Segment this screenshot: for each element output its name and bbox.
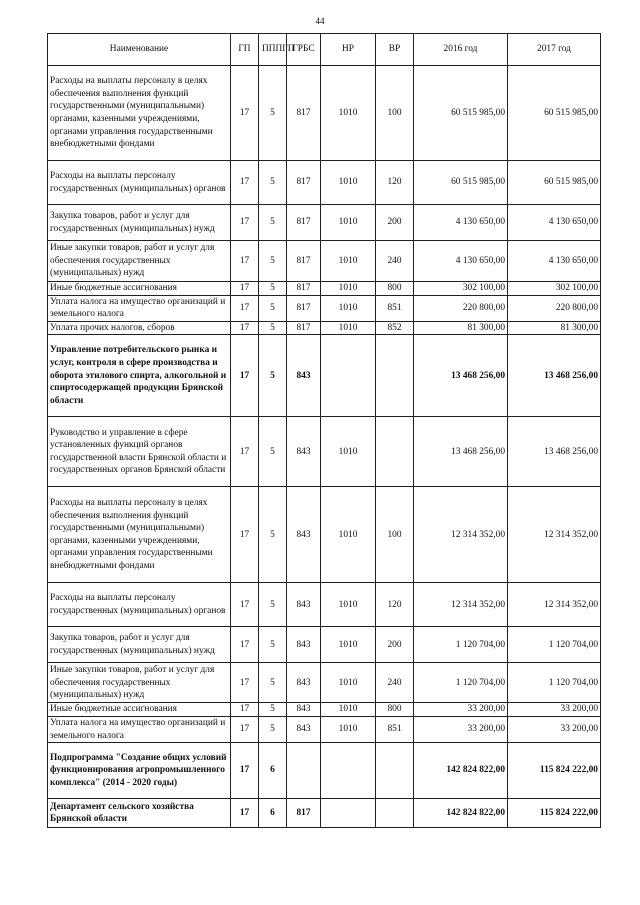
header-vr: ВР: [376, 34, 414, 66]
cell-vr: 851: [376, 716, 414, 742]
header-gp: ГП: [231, 34, 259, 66]
table-row: [48, 241, 601, 282]
cell-nr: [321, 799, 376, 828]
cell-grbs: 817: [287, 205, 321, 241]
cell-pgp: 5: [259, 583, 287, 627]
cell-vr: 200: [376, 205, 414, 241]
cell-pgp: 6: [259, 743, 287, 799]
cell-2016: 302 100,00: [414, 282, 508, 296]
cell-2017: 81 300,00: [508, 321, 601, 335]
cell-vr: [376, 417, 414, 487]
cell-2016: 12 314 352,00: [414, 487, 508, 583]
cell-name: Иные бюджетные ассигнования: [48, 282, 231, 296]
cell-gp: 17: [231, 205, 259, 241]
cell-nr: 1010: [321, 205, 376, 241]
cell-2016: 81 300,00: [414, 321, 508, 335]
cell-pgp: 5: [259, 335, 287, 417]
cell-2016: 60 515 985,00: [414, 66, 508, 161]
cell-nr: 1010: [321, 417, 376, 487]
header-2017: 2017 год: [508, 34, 601, 66]
cell-name: Подпрограмма "Создание общих условий функционирования агропромышленного комплекса" (2014 - 2020 годы): [48, 743, 231, 799]
cell-2017: 13 468 256,00: [508, 335, 601, 417]
cell-grbs: 843: [287, 417, 321, 487]
cell-pgp: 5: [259, 627, 287, 663]
cell-2016: 33 200,00: [414, 716, 508, 742]
cell-name: Расходы на выплаты персоналу в целях обеспечения выполнения функций государственными (муниципальными) органами, казенными учреждениями, органами управления государственными внебюджетными фондами: [48, 66, 231, 161]
cell-2016: 13 468 256,00: [414, 417, 508, 487]
cell-pgp: 6: [259, 799, 287, 828]
table-row: [48, 627, 601, 663]
cell-vr: 100: [376, 66, 414, 161]
cell-name: Департамент сельского хозяйства Брянской области: [48, 799, 231, 828]
cell-nr: 1010: [321, 282, 376, 296]
cell-grbs: 817: [287, 321, 321, 335]
cell-pgp: 5: [259, 282, 287, 296]
cell-2016: 220 800,00: [414, 295, 508, 321]
cell-name: Иные закупки товаров, работ и услуг для обеспечения государственных (муниципальных) нужд: [48, 241, 231, 282]
cell-grbs: 843: [287, 487, 321, 583]
cell-nr: 1010: [321, 321, 376, 335]
cell-grbs: 843: [287, 703, 321, 717]
cell-gp: 17: [231, 663, 259, 703]
cell-2017: 1 120 704,00: [508, 663, 601, 703]
table-row: [48, 799, 601, 828]
table-header-row: [48, 34, 601, 66]
cell-name: Руководство и управление в сфере установленных функций органов государственной власти Брянской области и государственных органов Брянской области: [48, 417, 231, 487]
cell-grbs: 843: [287, 627, 321, 663]
cell-name: Закупка товаров, работ и услуг для государственных (муниципальных) нужд: [48, 205, 231, 241]
cell-2017: 1 120 704,00: [508, 627, 601, 663]
cell-nr: [321, 743, 376, 799]
cell-gp: 17: [231, 295, 259, 321]
cell-vr: 800: [376, 703, 414, 717]
cell-name: Уплата налога на имущество организаций и земельного налога: [48, 716, 231, 742]
cell-2017: 4 130 650,00: [508, 241, 601, 282]
cell-gp: 17: [231, 282, 259, 296]
cell-name: Уплата налога на имущество организаций и земельного налога: [48, 295, 231, 321]
cell-2017: 220 800,00: [508, 295, 601, 321]
header-pgp: ПППГП: [259, 34, 287, 66]
cell-2017: 60 515 985,00: [508, 161, 601, 205]
cell-vr: 100: [376, 487, 414, 583]
cell-2016: 4 130 650,00: [414, 241, 508, 282]
table-row: [48, 295, 601, 321]
cell-gp: 17: [231, 716, 259, 742]
table-row: [48, 583, 601, 627]
cell-pgp: 5: [259, 66, 287, 161]
cell-name: Иные закупки товаров, работ и услуг для обеспечения государственных (муниципальных) нужд: [48, 663, 231, 703]
cell-gp: 17: [231, 487, 259, 583]
table-row: [48, 282, 601, 296]
cell-pgp: 5: [259, 295, 287, 321]
table-row: [48, 66, 601, 161]
cell-2016: 4 130 650,00: [414, 205, 508, 241]
cell-vr: [376, 743, 414, 799]
cell-nr: 1010: [321, 295, 376, 321]
cell-grbs: 843: [287, 663, 321, 703]
cell-vr: 852: [376, 321, 414, 335]
cell-grbs: 817: [287, 241, 321, 282]
cell-pgp: 5: [259, 703, 287, 717]
cell-nr: 1010: [321, 66, 376, 161]
cell-pgp: 5: [259, 205, 287, 241]
cell-grbs: 817: [287, 66, 321, 161]
cell-grbs: 817: [287, 161, 321, 205]
table-row: [48, 321, 601, 335]
cell-pgp: 5: [259, 663, 287, 703]
cell-nr: 1010: [321, 487, 376, 583]
cell-pgp: 5: [259, 321, 287, 335]
cell-vr: [376, 335, 414, 417]
table-row: [48, 161, 601, 205]
header-2016: 2016 год: [414, 34, 508, 66]
cell-2017: 60 515 985,00: [508, 66, 601, 161]
cell-gp: 17: [231, 66, 259, 161]
cell-pgp: 5: [259, 161, 287, 205]
header-grbs: ГРБС: [287, 34, 321, 66]
header-nr: НР: [321, 34, 376, 66]
cell-2017: 33 200,00: [508, 703, 601, 717]
cell-2016: 142 824 822,00: [414, 799, 508, 828]
cell-name: Закупка товаров, работ и услуг для государственных (муниципальных) нужд: [48, 627, 231, 663]
cell-name: Расходы на выплаты персоналу государственных (муниципальных) органов: [48, 161, 231, 205]
cell-vr: 120: [376, 161, 414, 205]
cell-vr: 851: [376, 295, 414, 321]
cell-gp: 17: [231, 743, 259, 799]
table-row: [48, 703, 601, 717]
cell-grbs: 817: [287, 295, 321, 321]
cell-2017: 12 314 352,00: [508, 583, 601, 627]
cell-name: Расходы на выплаты персоналу в целях обеспечения выполнения функций государственными (муниципальными) органами, казенными учреждениями, органами управления государственными внебюджетными фондами: [48, 487, 231, 583]
cell-name: Уплата прочих налогов, сборов: [48, 321, 231, 335]
cell-2016: 1 120 704,00: [414, 663, 508, 703]
header-name: Наименование: [48, 34, 231, 66]
cell-nr: 1010: [321, 703, 376, 717]
cell-nr: 1010: [321, 241, 376, 282]
cell-nr: 1010: [321, 716, 376, 742]
cell-pgp: 5: [259, 716, 287, 742]
cell-2016: 33 200,00: [414, 703, 508, 717]
cell-gp: 17: [231, 161, 259, 205]
cell-gp: 17: [231, 335, 259, 417]
cell-vr: 120: [376, 583, 414, 627]
page-number: 44: [315, 16, 325, 26]
cell-2016: 13 468 256,00: [414, 335, 508, 417]
cell-2017: 33 200,00: [508, 716, 601, 742]
cell-nr: [321, 335, 376, 417]
table-row: [48, 743, 601, 799]
cell-name: Управление потребительского рынка и услуг, контроля в сфере производства и оборота этилового спирта, алкогольной и спиртосодержащей продукции Брянской области: [48, 335, 231, 417]
cell-grbs: 843: [287, 716, 321, 742]
cell-nr: 1010: [321, 161, 376, 205]
cell-gp: 17: [231, 417, 259, 487]
cell-2017: 115 824 222,00: [508, 799, 601, 828]
cell-2017: 13 468 256,00: [508, 417, 601, 487]
cell-2017: 302 100,00: [508, 282, 601, 296]
cell-gp: 17: [231, 703, 259, 717]
cell-vr: 200: [376, 627, 414, 663]
cell-gp: 17: [231, 583, 259, 627]
cell-nr: 1010: [321, 627, 376, 663]
cell-vr: 800: [376, 282, 414, 296]
cell-grbs: [287, 743, 321, 799]
cell-nr: 1010: [321, 583, 376, 627]
cell-vr: [376, 799, 414, 828]
table-row: [48, 487, 601, 583]
cell-pgp: 5: [259, 487, 287, 583]
cell-name: Расходы на выплаты персоналу государственных (муниципальных) органов: [48, 583, 231, 627]
cell-vr: 240: [376, 663, 414, 703]
cell-gp: 17: [231, 321, 259, 335]
cell-2016: 142 824 822,00: [414, 743, 508, 799]
cell-2017: 115 824 222,00: [508, 743, 601, 799]
cell-grbs: 843: [287, 335, 321, 417]
cell-2016: 1 120 704,00: [414, 627, 508, 663]
table-row: [48, 716, 601, 742]
cell-pgp: 5: [259, 241, 287, 282]
cell-nr: 1010: [321, 663, 376, 703]
cell-name: Иные бюджетные ассигнования: [48, 703, 231, 717]
cell-2016: 12 314 352,00: [414, 583, 508, 627]
table-row: [48, 663, 601, 703]
cell-2016: 60 515 985,00: [414, 161, 508, 205]
cell-gp: 17: [231, 241, 259, 282]
table-row: [48, 417, 601, 487]
cell-gp: 17: [231, 627, 259, 663]
cell-pgp: 5: [259, 417, 287, 487]
budget-table: [47, 33, 601, 828]
table-row: [48, 205, 601, 241]
cell-2017: 12 314 352,00: [508, 487, 601, 583]
cell-grbs: 817: [287, 799, 321, 828]
cell-gp: 17: [231, 799, 259, 828]
cell-2017: 4 130 650,00: [508, 205, 601, 241]
table-row: [48, 335, 601, 417]
cell-grbs: 843: [287, 583, 321, 627]
cell-grbs: 817: [287, 282, 321, 296]
cell-vr: 240: [376, 241, 414, 282]
